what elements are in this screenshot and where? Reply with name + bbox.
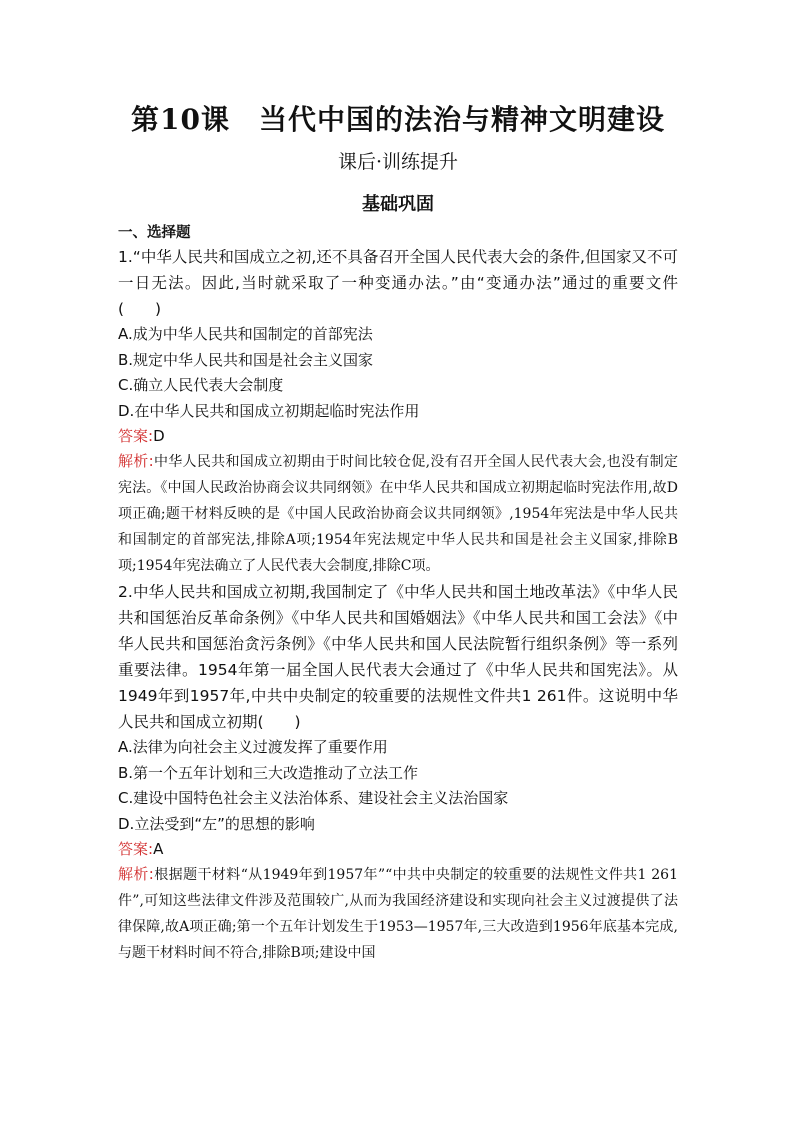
answer-label: 答案: [118, 427, 154, 445]
option-a: A.法律为向社会主义过渡发挥了重要作用 [118, 738, 388, 756]
option-c: C.建设中国特色社会主义法治体系、建设社会主义法治国家 [118, 789, 509, 807]
page-title: 第10课 当代中国的法治与精神文明建设 [131, 103, 665, 136]
option-d: D.在中华人民共和国成立初期起临时宪法作用 [118, 401, 420, 420]
explanation-text: 根据题干材料“从1949年到1957年”“中共中央制定的较重要的法规性文件共1 261件”,可知这些法律文件涉及范围较广,从而为我国经济建设和实现向社会主义过渡提供了法律保障,故A项正确;第一个五年计划发生于1953—1957年,三大改造到1956年底基本完成,与题干材料时间不符合,排除B项;建设中国 [118, 867, 678, 961]
question-stem: 2.中华人民共和国成立初期,我国制定了《中华人民共和国土地改革法》《中华人民共和国惩治反革命条例》《中华人民共和国婚姻法》《中华人民共和国工会法》《中华人民共和国惩治贪污条例》《中华人民共和国人民法院暂行组织条例》等一系列重要法律。1954年第一届全国人民代表大会通过了《中华人民共和国宪法》。从1949年到1957年,中共中央制定的较重要的法规性文件共1 261件。这说明中华人民共和国成立初期( ) [118, 583, 678, 731]
answer-line [118, 837, 678, 861]
answer-line [118, 424, 678, 448]
explanation [118, 861, 678, 966]
page-subtitle: 课后·训练提升 [337, 151, 459, 173]
explanation-label: 解析: [118, 865, 154, 883]
answer-value: D [153, 427, 165, 445]
option-a: A.成为中华人民共和国制定的首部宪法 [118, 325, 373, 343]
question-stem: 1.“中华人民共和国成立之初,还不具备召开全国人民代表大会的条件,但国家又不可一日无法。因此,当时就采取了一种变通办法。”由“变通办法”通过的重要文件( ) [118, 248, 678, 318]
question-2 [118, 579, 678, 966]
explanation-label: 解析: [118, 452, 154, 470]
answer-value: A [153, 840, 164, 858]
explanation [118, 448, 678, 579]
section-heading: 基础巩固 [362, 194, 434, 215]
explanation-text: 中华人民共和国成立初期由于时间比较仓促,没有召开全国人民代表大会,也没有制定宪法。《中国人民政治协商会议共同纲领》在中华人民共和国成立初期起临时宪法作用,故D项正确;题干材料反映的是《中国人民政治协商会议共同纲领》,1954年宪法是中华人民共和国制定的首部宪法,排除A项;1954年宪法规定中华人民共和国是社会主义国家,排除B项;1954年宪法确立了人民代表大会制度,排除C项。 [118, 454, 678, 574]
part-heading: 一、选择题 [118, 224, 191, 241]
option-c: C.确立人民代表大会制度 [118, 376, 284, 394]
question-1 [118, 244, 678, 579]
option-b: B.规定中华人民共和国是社会主义国家 [118, 350, 374, 369]
option-d: D.立法受到“左”的思想的影响 [118, 814, 315, 833]
answer-label: 答案: [118, 840, 154, 858]
document-page [118, 100, 678, 966]
option-b: B.第一个五年计划和三大改造推动了立法工作 [118, 763, 419, 782]
